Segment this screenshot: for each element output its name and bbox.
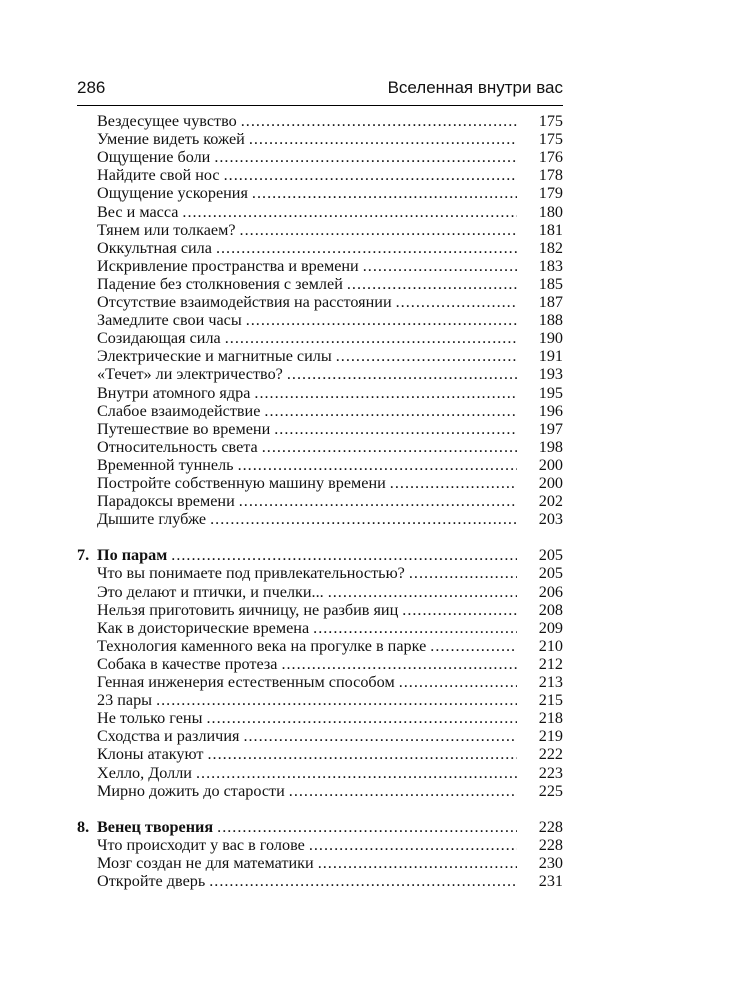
toc-page-number: 182: [538, 238, 563, 257]
toc-page-number: 210: [538, 636, 563, 655]
toc-page-number: 190: [538, 329, 563, 348]
toc-entry-title: [97, 402, 517, 420]
toc-page-number: 208: [538, 600, 563, 619]
toc-entry-row: [0, 347, 750, 365]
toc-entry-title: [97, 311, 517, 329]
toc-entry-title: [97, 203, 517, 221]
toc-entry-row: [0, 691, 750, 709]
toc-title-text: Искривление пространства и времени: [97, 257, 363, 275]
toc-page-number: 180: [538, 202, 563, 221]
toc-title-text: Парадоксы времени: [97, 492, 239, 510]
toc-entry-row: [0, 456, 750, 474]
toc-entry-title: [97, 456, 517, 474]
toc-entry-row: [0, 184, 750, 202]
toc-entry-title: [97, 601, 517, 619]
toc-page-number: 222: [538, 745, 563, 764]
toc-entry-row: [0, 673, 750, 691]
toc-title-text: Внутри атомного ядра: [97, 384, 254, 402]
toc-page-number: 191: [538, 347, 563, 366]
toc-page-number: 185: [538, 274, 563, 293]
toc-entry-title: [97, 673, 517, 691]
toc-entry-row: [0, 854, 750, 872]
toc-entry-title: [97, 184, 517, 202]
toc-entry-title: [97, 836, 517, 854]
toc-page-number: 188: [538, 311, 563, 330]
toc-page-number: 181: [538, 220, 563, 239]
toc-entry-title: [97, 764, 517, 782]
toc-entry-row: [0, 564, 750, 582]
toc-page-number: 215: [538, 691, 563, 710]
toc-title-text: Откройте дверь: [97, 872, 209, 890]
toc-entry-title: [97, 637, 517, 655]
toc-entry-row: [0, 619, 750, 637]
toc-entry-row: [0, 221, 750, 239]
toc-page-number: 206: [538, 582, 563, 601]
toc-entry-row: [0, 492, 750, 510]
toc-entry-title: [97, 329, 517, 347]
toc-title-text: Ощущение ускорения: [97, 184, 252, 202]
toc-page-number: 218: [538, 709, 563, 728]
toc-title-text: Генная инженерия естественным способом: [97, 673, 399, 691]
toc-page-number: 228: [538, 835, 563, 854]
toc-page-number: 230: [538, 853, 563, 872]
toc-page-number: 212: [538, 654, 563, 673]
toc-page-number: 203: [538, 510, 563, 529]
toc-entry-row: [0, 637, 750, 655]
toc-entry-row: [0, 510, 750, 528]
toc-entry-title: [97, 438, 517, 456]
toc-entry-row: [0, 836, 750, 854]
page-header: [77, 78, 563, 104]
toc-title-text: Созидающая сила: [97, 329, 225, 347]
toc-entry-row: [0, 727, 750, 745]
toc-entry-row: [0, 112, 750, 130]
toc-entry-title: [97, 727, 517, 745]
chapter-title: [97, 546, 517, 564]
toc-title-text: Сходства и различия: [97, 727, 243, 745]
toc-page-number: 176: [538, 148, 563, 167]
toc-page-number: 225: [538, 781, 563, 800]
toc-entry-row: [0, 438, 750, 456]
toc-entry-title: [97, 564, 517, 582]
chapter-title: [97, 818, 517, 836]
toc-entry-title: [97, 510, 517, 528]
toc-entry-title: [97, 474, 517, 492]
toc-entry-row: [0, 474, 750, 492]
toc-entry-title: [97, 655, 517, 673]
toc-entry-row: [0, 601, 750, 619]
toc-title-text: Оккультная сила: [97, 239, 216, 257]
toc-entry-title: [97, 619, 517, 637]
toc-page-number: 219: [538, 727, 563, 746]
toc-title-text: Отсутствие взаимодействия на расстоянии: [97, 293, 396, 311]
toc-title-text: Тянем или толкаем?: [97, 221, 240, 239]
toc-entry-row: [0, 420, 750, 438]
toc-entry-title: [97, 384, 517, 402]
toc-page-number: 187: [538, 293, 563, 311]
toc-entry-row: [0, 872, 750, 890]
toc-page-number: 213: [538, 673, 563, 691]
toc-entry-row: [0, 365, 750, 383]
toc-entry-title: [97, 112, 517, 130]
toc-page-number: 195: [538, 383, 563, 402]
toc-page-number: 183: [538, 256, 563, 275]
toc-entry-row: [0, 329, 750, 347]
toc-entry-title: [97, 293, 517, 311]
toc-entry-title: [97, 420, 517, 438]
toc-title-text: «Течет» ли электричество?: [97, 365, 287, 383]
toc-entry-row: [0, 203, 750, 221]
toc-entry-row: [0, 239, 750, 257]
toc-page-number: 196: [538, 401, 563, 420]
toc-entry-row: [0, 745, 750, 763]
toc-page-number: 200: [538, 455, 563, 474]
toc-title-text: Найдите свой нос: [97, 166, 224, 184]
toc-entry-row: [0, 257, 750, 275]
toc-title-text: Не только гены: [97, 709, 206, 727]
toc-entry-row: [0, 764, 750, 782]
toc-title-text: Технология каменного века на прогулке в парке: [97, 637, 430, 655]
toc-title-text: Падение без столкновения с землей: [97, 275, 347, 293]
toc-title-text: Собака в качестве протеза: [97, 655, 281, 673]
toc-entry-row: [0, 275, 750, 293]
toc-page-number: 193: [538, 365, 563, 384]
chapter-number: 7.: [77, 546, 90, 565]
toc-title-text: Относительность света: [97, 438, 262, 456]
toc-page-number: 200: [538, 474, 563, 492]
toc-entry-title: [97, 872, 517, 890]
toc-title-text: Слабое взаимодействие: [97, 402, 264, 420]
toc-title-text: Дышите глубже: [97, 510, 210, 528]
toc-entry-title: [97, 257, 517, 275]
toc-entry-row: [0, 709, 750, 727]
toc-entry-title: [97, 709, 517, 727]
toc-page-number: 179: [538, 184, 563, 203]
toc-title-text: 23 пары: [97, 691, 156, 709]
toc-page-number: 205: [538, 546, 563, 565]
toc-entry-row: [0, 402, 750, 420]
toc-entry-title: [97, 365, 517, 383]
toc-entry-title: [97, 854, 517, 872]
toc-title-text: Это делают и птички, и пчелки...: [97, 583, 328, 601]
toc-entry-title: [97, 130, 517, 148]
toc-title-text: Что вы понимаете под привлекательностью?: [97, 564, 409, 582]
toc-page-number: 175: [538, 130, 563, 149]
toc-title-text: Путешествие во времени: [97, 420, 274, 438]
toc-page-number: 175: [538, 112, 563, 130]
toc-entry-title: [97, 782, 517, 800]
toc-page-number: 223: [538, 763, 563, 782]
toc-entry-title: [97, 347, 517, 365]
toc-title-text: Временной туннель: [97, 456, 238, 474]
toc-title-text: Как в доисторические времена: [97, 619, 313, 637]
toc-page-number: 198: [538, 437, 563, 456]
toc-entry-title: [97, 492, 517, 510]
toc-entry-row: [0, 583, 750, 601]
toc-entry-title: [97, 583, 517, 601]
toc-entry-title: [97, 148, 517, 166]
toc-page-number: 202: [538, 492, 563, 511]
toc-page-number: 209: [538, 618, 563, 637]
toc-page-number: 231: [538, 872, 563, 890]
toc-chapter-row: [0, 818, 750, 836]
toc-entry-title: [97, 691, 517, 709]
toc-page-number: 205: [538, 564, 563, 583]
header-rule: [77, 105, 563, 106]
toc-entry-row: [0, 130, 750, 148]
toc-page-number: 228: [538, 817, 563, 836]
page-number: 286: [77, 78, 106, 97]
toc-title-text: Вездесущее чувство: [97, 112, 241, 130]
toc-title-text: Мозг создан не для математики: [97, 854, 318, 872]
toc-title-text: Венец творения: [97, 818, 217, 836]
toc-entry-title: [97, 239, 517, 257]
toc-entry-row: [0, 384, 750, 402]
toc-entry-title: [97, 166, 517, 184]
toc-title-text: Нельзя приготовить яичницу, не разбив яиц: [97, 601, 402, 619]
toc-title-text: По парам: [97, 546, 171, 564]
toc-title-text: Ощущение боли: [97, 148, 214, 166]
toc-title-text: Что происходит у вас в голове: [97, 836, 309, 854]
toc-title-text: Вес и масса: [97, 203, 182, 221]
toc-title-text: Замедлите свои часы: [97, 311, 246, 329]
chapter-number: 8.: [77, 817, 90, 836]
toc-title-text: Клоны атакуют: [97, 745, 207, 763]
toc-entry-row: [0, 293, 750, 311]
toc-entry-row: [0, 311, 750, 329]
toc-entry-row: [0, 148, 750, 166]
running-title: Вселенная внутри вас: [387, 78, 563, 97]
toc-entry-row: [0, 166, 750, 184]
toc-entry-title: [97, 221, 517, 239]
toc-title-text: Умение видеть кожей: [97, 130, 249, 148]
toc-page-number: 178: [538, 166, 563, 185]
toc-entry-row: [0, 655, 750, 673]
toc-entry-title: [97, 745, 517, 763]
toc-entry-row: [0, 782, 750, 800]
toc-page-number: 197: [538, 419, 563, 438]
toc-entry-title: [97, 275, 517, 293]
toc-title-text: Мирно дожить до старости: [97, 782, 289, 800]
toc-title-text: Электрические и магнитные силы: [97, 347, 336, 365]
toc-chapter-row: [0, 546, 750, 564]
toc-title-text: Постройте собственную машину времени: [97, 474, 390, 492]
toc-title-text: Хелло, Долли: [97, 764, 196, 782]
